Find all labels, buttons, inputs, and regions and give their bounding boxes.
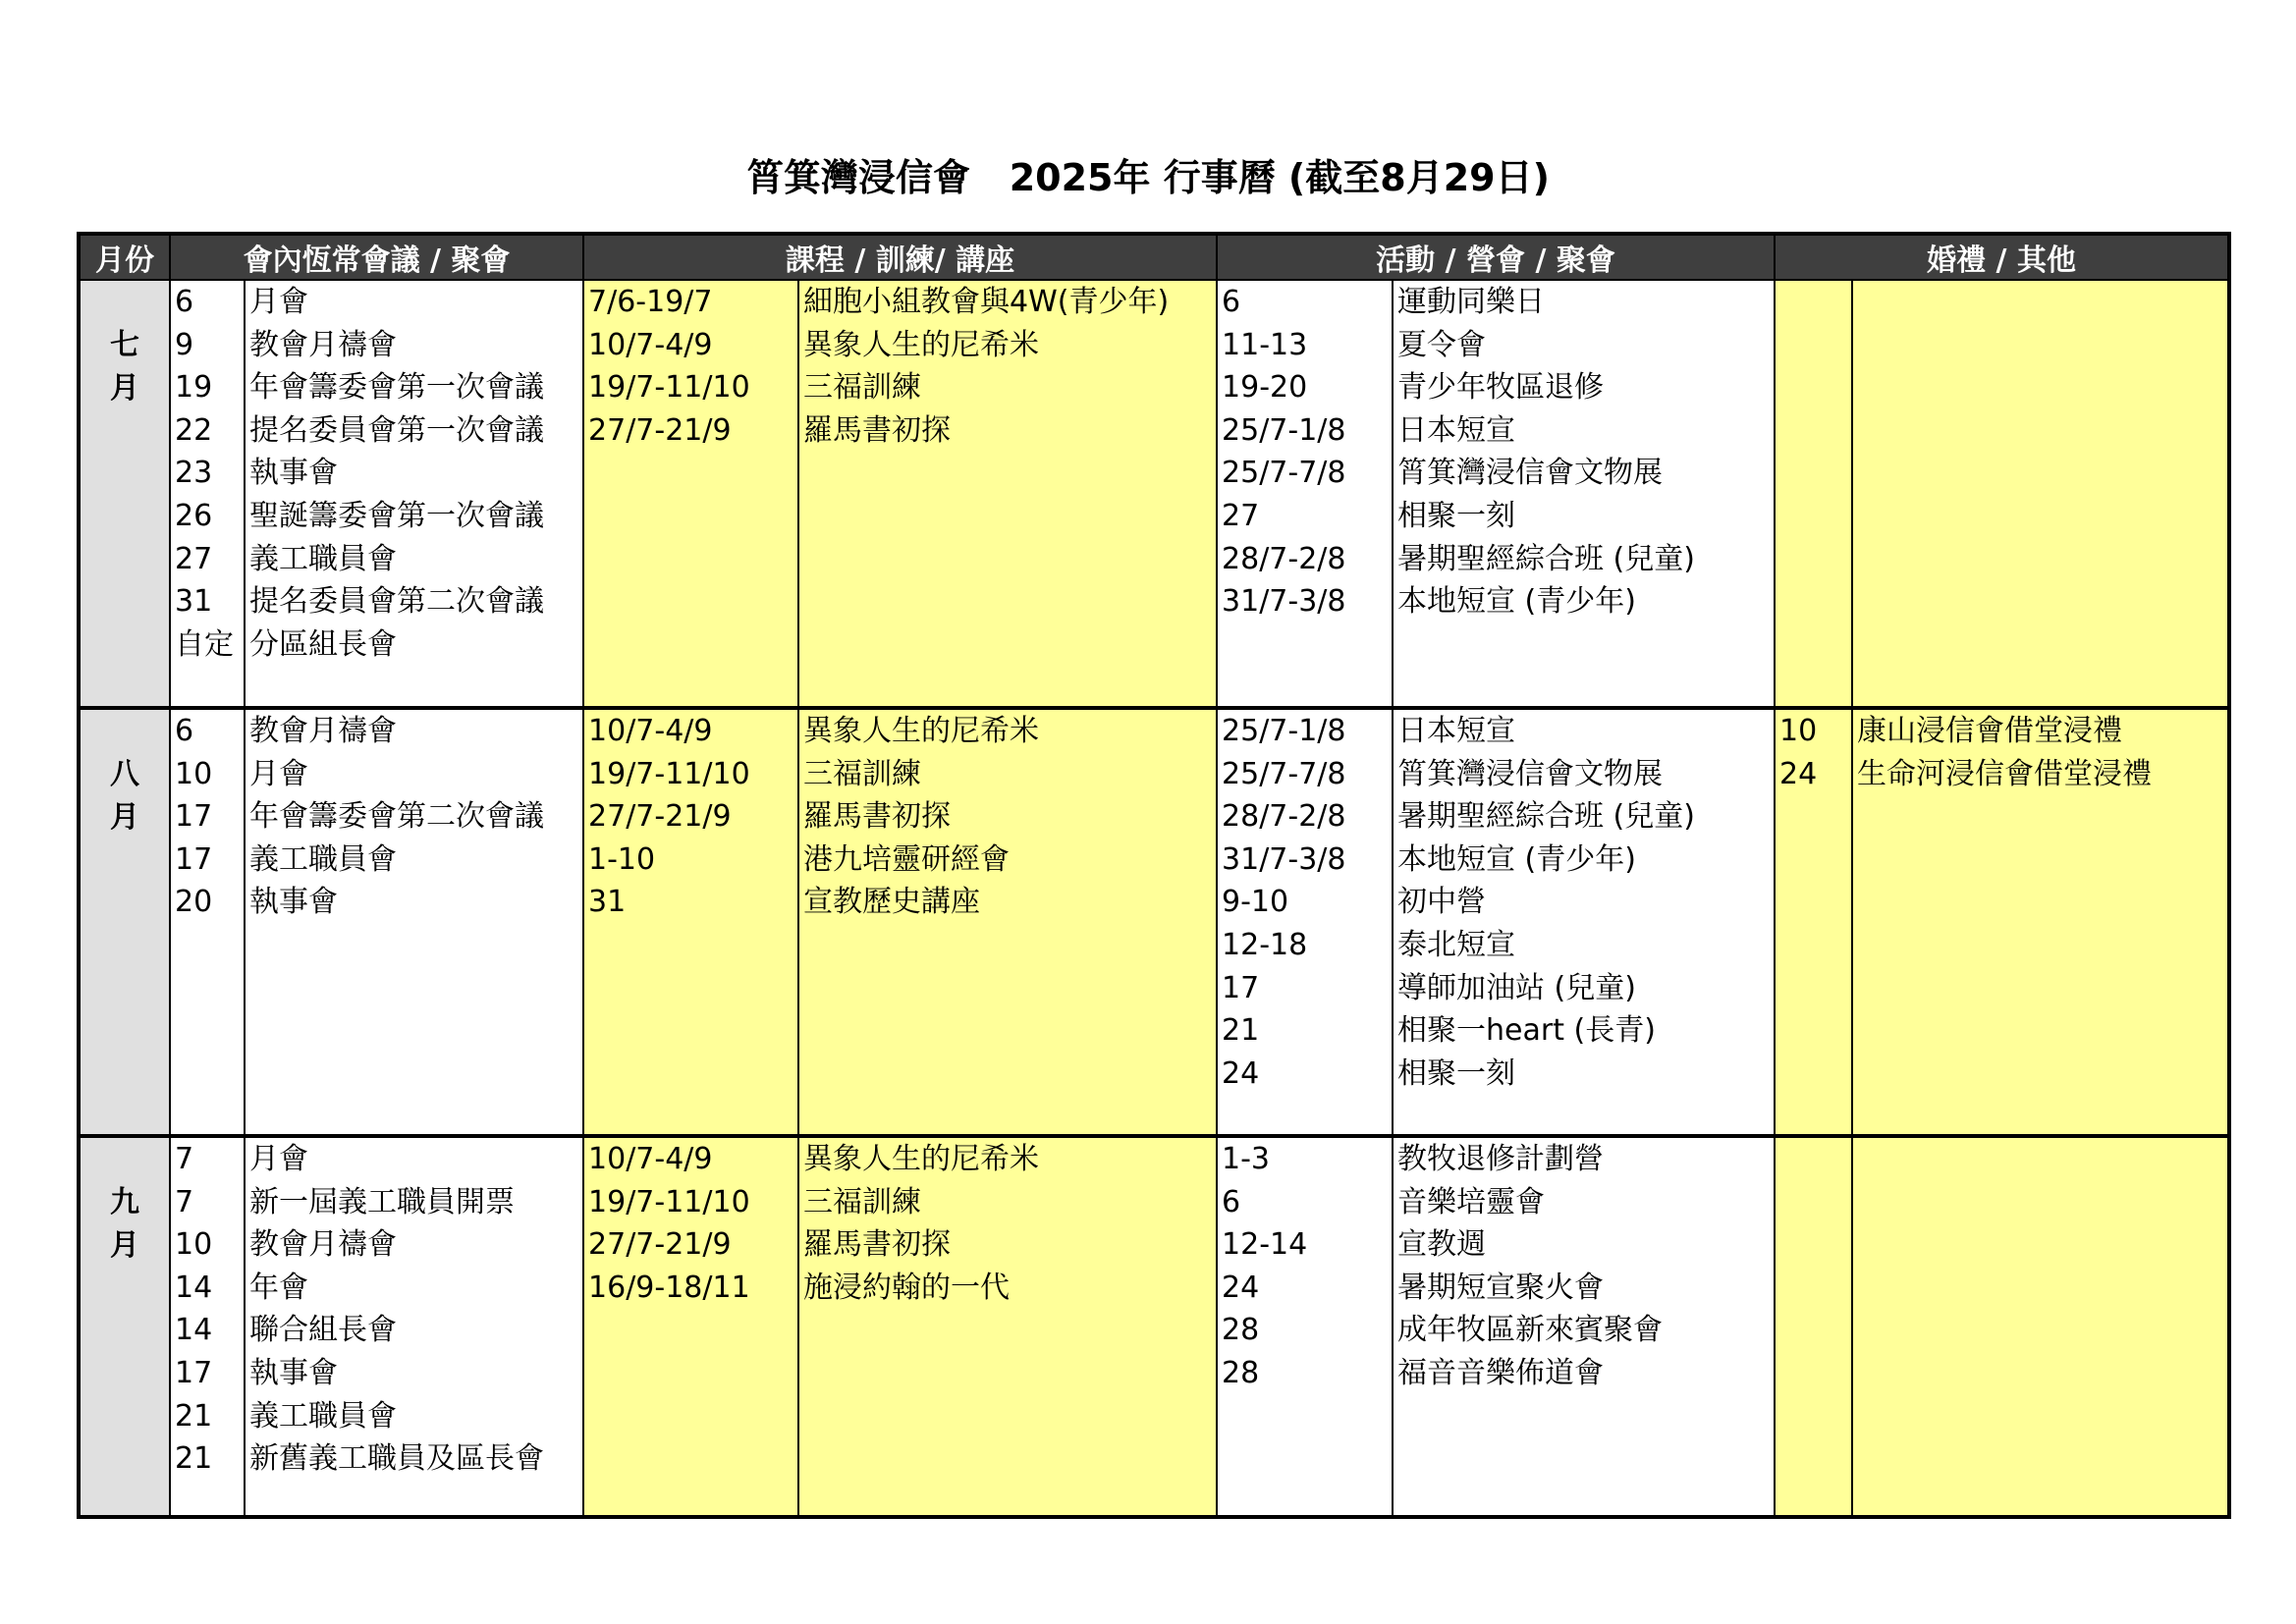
event-name: 本地短宣 (青少年) bbox=[1397, 841, 1636, 877]
event-name: 異象人生的尼希米 bbox=[803, 1142, 1040, 1176]
event-name: 執事會 bbox=[249, 885, 338, 920]
event-name: 年會籌委會第二次會議 bbox=[249, 799, 544, 835]
event-name: 筲箕灣浸信會文物展 bbox=[1397, 456, 1664, 491]
event-name: 港九培靈研經會 bbox=[803, 841, 1011, 877]
activities-event-cell bbox=[1393, 708, 1775, 1136]
header-meetings: 會內恆常會議 / 聚會 bbox=[170, 234, 583, 280]
event-date: 19/7-11/10 bbox=[588, 756, 750, 791]
month-label: 七 bbox=[110, 328, 139, 362]
event-date: 25/7-7/8 bbox=[1222, 456, 1346, 491]
month-label: 月 bbox=[110, 800, 139, 835]
event-date: 31/7-3/8 bbox=[1222, 841, 1346, 877]
event-name: 筲箕灣浸信會文物展 bbox=[1397, 756, 1664, 791]
event-name: 日本短宣 bbox=[1397, 412, 1516, 448]
others-date-cell bbox=[1775, 280, 1852, 708]
event-date: 1-3 bbox=[1222, 1142, 1271, 1176]
event-date: 27 bbox=[1222, 498, 1260, 533]
event-date: 10/7-4/9 bbox=[588, 1142, 713, 1176]
event-date: 22 bbox=[175, 412, 213, 448]
event-date: 10/7-4/9 bbox=[588, 327, 713, 362]
meetings-event-cell bbox=[245, 1136, 583, 1517]
event-date: 14 bbox=[175, 1270, 213, 1305]
event-name: 青少年牧區退修 bbox=[1397, 370, 1605, 406]
event-date: 21 bbox=[1222, 1013, 1260, 1049]
event-name: 導師加油站 (兒童) bbox=[1397, 970, 1636, 1005]
meetings-date-cell bbox=[170, 708, 245, 1136]
others-date-cell bbox=[1775, 708, 1852, 1136]
event-date: 27/7-21/9 bbox=[588, 1227, 732, 1263]
event-date: 6 bbox=[1222, 1184, 1241, 1219]
month-label: 月 bbox=[110, 371, 139, 406]
event-date: 14 bbox=[175, 1313, 213, 1348]
event-name: 泰北短宣 bbox=[1397, 927, 1516, 962]
event-date: 24 bbox=[1779, 756, 1818, 791]
event-date: 16/9-18/11 bbox=[588, 1270, 750, 1305]
event-name: 羅馬書初探 bbox=[803, 412, 952, 448]
event-name: 異象人生的尼希米 bbox=[803, 327, 1040, 362]
event-name: 教牧退修計劃營 bbox=[1397, 1142, 1605, 1176]
event-date: 23 bbox=[175, 456, 213, 491]
event-date: 28/7-2/8 bbox=[1222, 799, 1346, 835]
event-name: 施浸約翰的一代 bbox=[803, 1270, 1011, 1305]
event-name: 生命河浸信會借堂浸禮 bbox=[1857, 756, 2153, 791]
event-date: 31/7-3/8 bbox=[1222, 584, 1346, 620]
event-date: 9 bbox=[175, 327, 194, 362]
event-name: 提名委員會第二次會議 bbox=[249, 584, 544, 620]
event-date: 10 bbox=[175, 1227, 213, 1263]
event-date: 24 bbox=[1222, 1270, 1260, 1305]
event-date: 19/7-11/10 bbox=[588, 370, 750, 406]
event-name: 音樂培靈會 bbox=[1397, 1184, 1546, 1219]
event-name: 康山浸信會借堂浸禮 bbox=[1857, 714, 2123, 748]
calendar-table bbox=[77, 232, 2231, 1519]
event-date: 6 bbox=[175, 714, 194, 748]
event-name: 成年牧區新來賓聚會 bbox=[1397, 1313, 1664, 1348]
others-date-cell bbox=[1775, 1136, 1852, 1517]
event-name: 月會 bbox=[249, 285, 308, 319]
month-row bbox=[79, 708, 2229, 1136]
meetings-event-cell bbox=[245, 280, 583, 708]
event-name: 執事會 bbox=[249, 456, 338, 491]
event-date: 10 bbox=[1779, 714, 1818, 748]
meetings-event-cell bbox=[245, 708, 583, 1136]
event-date: 21 bbox=[175, 1441, 213, 1477]
event-date: 19 bbox=[175, 370, 213, 406]
courses-date-cell bbox=[583, 1136, 798, 1517]
header-courses: 課程 / 訓練/ 講座 bbox=[583, 234, 1217, 280]
event-date: 21 bbox=[175, 1398, 213, 1434]
header-month: 月份 bbox=[79, 234, 170, 280]
event-name: 本地短宣 (青少年) bbox=[1397, 584, 1636, 620]
event-date: 11-13 bbox=[1222, 327, 1308, 362]
activities-date-cell bbox=[1217, 280, 1393, 708]
activities-event-cell bbox=[1393, 280, 1775, 708]
courses-date-cell bbox=[583, 708, 798, 1136]
month-label: 九 bbox=[110, 1185, 139, 1219]
event-date: 27/7-21/9 bbox=[588, 799, 732, 835]
meetings-date-cell bbox=[170, 280, 245, 708]
courses-event-cell bbox=[798, 1136, 1217, 1517]
event-name: 新一屆義工職員開票 bbox=[249, 1184, 515, 1219]
event-date: 27 bbox=[175, 541, 213, 576]
event-name: 相聚一刻 bbox=[1397, 498, 1516, 533]
header-row bbox=[79, 234, 2229, 280]
others-event-cell bbox=[1852, 1136, 2229, 1517]
event-name: 教會月禱會 bbox=[249, 327, 397, 362]
event-name: 暑期短宣聚火會 bbox=[1397, 1270, 1605, 1305]
month-label-cell bbox=[79, 1136, 170, 1517]
header-activities: 活動 / 營會 / 聚會 bbox=[1217, 234, 1775, 280]
event-name: 宣教週 bbox=[1397, 1227, 1487, 1263]
event-name: 義工職員會 bbox=[249, 841, 397, 877]
month-label: 月 bbox=[110, 1228, 139, 1263]
activities-date-cell bbox=[1217, 708, 1393, 1136]
event-name: 細胞小組教會與4W(青少年) bbox=[803, 285, 1170, 319]
month-row bbox=[79, 280, 2229, 708]
event-name: 聖誕籌委會第一次會議 bbox=[249, 498, 544, 533]
event-date: 31 bbox=[175, 584, 213, 620]
event-name: 分區組長會 bbox=[249, 626, 397, 662]
courses-date-cell bbox=[583, 280, 798, 708]
month-label: 八 bbox=[110, 757, 139, 791]
event-date: 26 bbox=[175, 498, 213, 533]
event-name: 三福訓練 bbox=[803, 756, 922, 791]
event-date: 25/7-7/8 bbox=[1222, 756, 1346, 791]
header-others: 婚禮 / 其他 bbox=[1775, 234, 2229, 280]
courses-event-cell bbox=[798, 708, 1217, 1136]
event-name: 福音音樂佈道會 bbox=[1397, 1355, 1605, 1390]
event-date: 7 bbox=[175, 1184, 194, 1219]
event-date: 12-18 bbox=[1222, 927, 1308, 962]
event-name: 執事會 bbox=[249, 1355, 338, 1390]
event-date: 7 bbox=[175, 1142, 194, 1176]
event-name: 月會 bbox=[249, 1142, 308, 1176]
others-event-cell bbox=[1852, 708, 2229, 1136]
event-name: 三福訓練 bbox=[803, 1184, 922, 1219]
event-name: 教會月禱會 bbox=[249, 714, 397, 748]
event-name: 日本短宣 bbox=[1397, 714, 1516, 748]
event-date: 19-20 bbox=[1222, 370, 1308, 406]
event-name: 運動同樂日 bbox=[1397, 285, 1546, 319]
event-date: 17 bbox=[175, 1355, 213, 1390]
event-date: 28/7-2/8 bbox=[1222, 541, 1346, 576]
event-name: 羅馬書初探 bbox=[803, 799, 952, 835]
event-name: 相聚一heart (長青) bbox=[1397, 1013, 1656, 1049]
event-name: 義工職員會 bbox=[249, 1398, 397, 1434]
event-date: 28 bbox=[1222, 1313, 1260, 1348]
event-name: 羅馬書初探 bbox=[803, 1227, 952, 1263]
activities-event-cell bbox=[1393, 1136, 1775, 1517]
month-row bbox=[79, 1136, 2229, 1517]
event-name: 暑期聖經綜合班 (兒童) bbox=[1397, 541, 1695, 576]
event-name: 年會 bbox=[249, 1270, 308, 1305]
event-name: 月會 bbox=[249, 756, 308, 791]
event-date: 31 bbox=[588, 885, 627, 920]
event-name: 異象人生的尼希米 bbox=[803, 714, 1040, 748]
event-date: 25/7-1/8 bbox=[1222, 714, 1346, 748]
event-date: 28 bbox=[1222, 1355, 1260, 1390]
event-date: 27/7-21/9 bbox=[588, 412, 732, 448]
event-date: 6 bbox=[1222, 285, 1241, 319]
event-name: 聯合組長會 bbox=[249, 1313, 397, 1348]
activities-date-cell bbox=[1217, 1136, 1393, 1517]
event-name: 夏令會 bbox=[1397, 327, 1487, 362]
event-name: 初中營 bbox=[1397, 885, 1487, 920]
event-date: 1-10 bbox=[588, 841, 656, 877]
event-date: 24 bbox=[1222, 1056, 1260, 1091]
event-date: 25/7-1/8 bbox=[1222, 412, 1346, 448]
event-date: 7/6-19/7 bbox=[588, 285, 713, 319]
event-date: 17 bbox=[175, 799, 213, 835]
event-date: 10/7-4/9 bbox=[588, 714, 713, 748]
event-name: 教會月禱會 bbox=[249, 1227, 397, 1263]
event-date: 自定 bbox=[175, 626, 234, 662]
event-name: 年會籌委會第一次會議 bbox=[249, 370, 544, 406]
event-date: 17 bbox=[1222, 970, 1260, 1005]
event-date: 19/7-11/10 bbox=[588, 1184, 750, 1219]
month-label-cell bbox=[79, 280, 170, 708]
event-name: 暑期聖經綜合班 (兒童) bbox=[1397, 799, 1695, 835]
event-date: 9-10 bbox=[1222, 885, 1289, 920]
month-label-cell bbox=[79, 708, 170, 1136]
event-date: 17 bbox=[175, 841, 213, 877]
event-name: 三福訓練 bbox=[803, 370, 922, 406]
event-name: 宣教歷史講座 bbox=[803, 885, 981, 920]
event-date: 6 bbox=[175, 285, 194, 319]
event-name: 新舊義工職員及區長會 bbox=[249, 1441, 544, 1477]
event-date: 10 bbox=[175, 756, 213, 791]
event-date: 12-14 bbox=[1222, 1227, 1308, 1263]
event-date: 20 bbox=[175, 885, 213, 920]
meetings-date-cell bbox=[170, 1136, 245, 1517]
event-name: 義工職員會 bbox=[249, 541, 397, 576]
page-title: 筲箕灣浸信會 2025年 行事曆 (截至8月29日) bbox=[746, 156, 1550, 199]
event-name: 提名委員會第一次會議 bbox=[249, 412, 544, 448]
courses-event-cell bbox=[798, 280, 1217, 708]
event-name: 相聚一刻 bbox=[1397, 1056, 1516, 1091]
others-event-cell bbox=[1852, 280, 2229, 708]
